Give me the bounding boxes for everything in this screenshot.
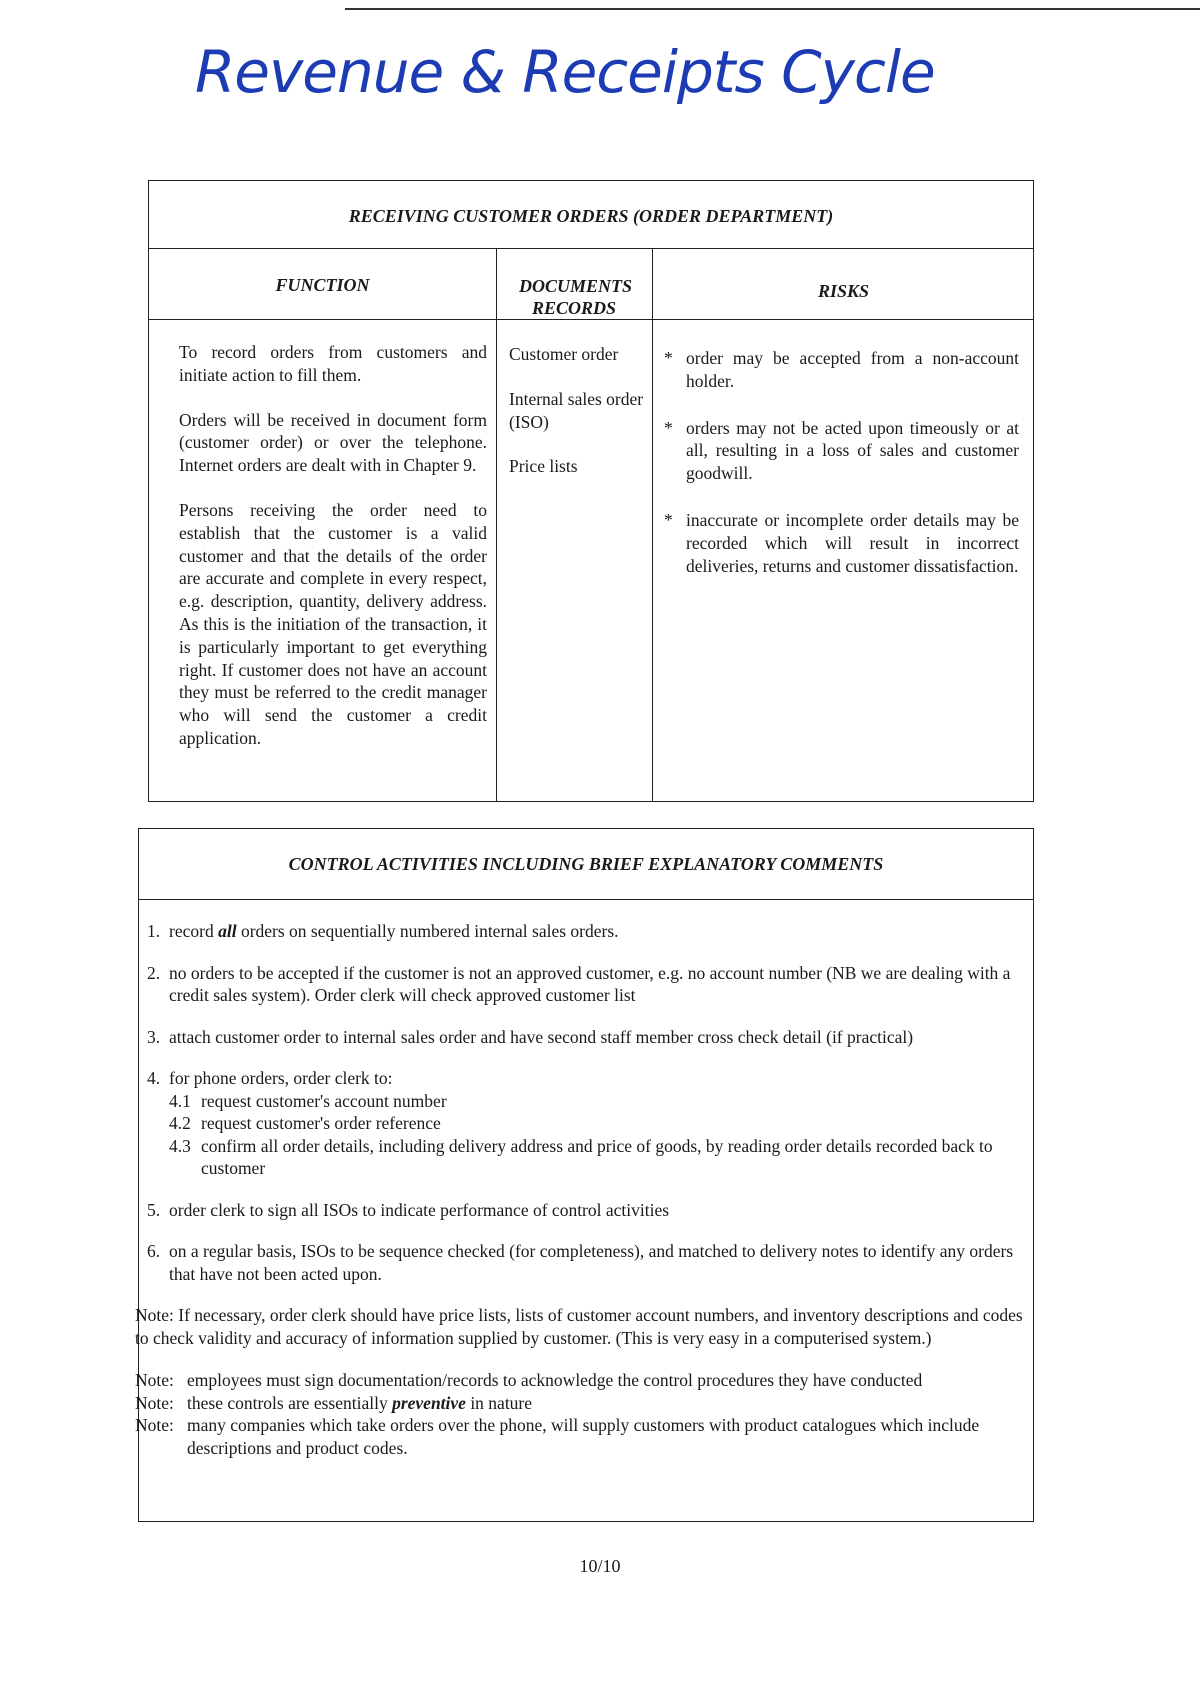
note-text-1: employees must sign documentation/records to acknowledge the control procedures they have conducted xyxy=(187,1370,923,1390)
control-item-3 xyxy=(135,1026,1030,1049)
control-item-5 xyxy=(135,1199,1030,1222)
page-number: 10/10 xyxy=(579,1556,621,1576)
risk-text-3: inaccurate or incomplete order details may be recorded which will result in incorrect deliveries, returns and customer dissatisfaction. xyxy=(686,509,1019,576)
control-number-5: 5. xyxy=(147,1199,161,1220)
control-text-1a: record xyxy=(169,921,219,941)
subitem-number-4-3: 4.3 xyxy=(169,1135,191,1156)
control-emphasis-all: all xyxy=(218,921,237,941)
function-paragraph-2: Orders will be received in document form (customer order) or over the telephone. Internet orders are dealt with in Chapter 9. xyxy=(179,409,487,476)
control-number-1: 1. xyxy=(147,921,161,941)
control-text-3: attach customer order to internal sales order and have second staff member cross check detail (if practical) xyxy=(169,1026,914,1047)
risk-text-1: order may be accepted from a non-account holder. xyxy=(686,348,1019,391)
note-emphasis-preventive: preventive xyxy=(392,1392,466,1413)
note-1 xyxy=(135,1369,1030,1392)
control-item-1 xyxy=(135,920,1030,943)
control-item-4 xyxy=(135,1067,1030,1180)
controls-list xyxy=(135,920,1030,1459)
subitem-number-4-2: 4.2 xyxy=(169,1113,191,1133)
note-text-2b: in nature xyxy=(465,1392,533,1413)
control-number-4: 4. xyxy=(147,1068,161,1088)
function-paragraph-3: Persons receiving the order need to establish that the customer is a valid customer and that the details of the order are accurate and complete in every respect, e.g. description, quantity, delivery address. As this is the initiation of the transaction, it is particularly important to get everything right. If customer does not have an account they must be referred to the credit manager who will send the customer a credit application. xyxy=(179,499,487,748)
risk-item-3 xyxy=(664,509,1019,577)
subitem-text-4-3: confirm all order details, including delivery address and price of goods, by reading order details recorded back to customer xyxy=(201,1135,993,1178)
function-paragraph-1: To record orders from customers and initiate action to fill them. xyxy=(179,342,487,385)
control-text-5: order clerk to sign all ISOs to indicate performance of control activities xyxy=(169,1199,670,1220)
note-label-3: Note: xyxy=(135,1415,174,1435)
note-text-3: many companies which take orders over the phone, will supply customers with product catalogues which include descriptions and product codes. xyxy=(187,1415,980,1458)
control-text-6: on a regular basis, ISOs to be sequence checked (for completeness), and matched to delivery notes to identify any orders that have not been acted upon. xyxy=(169,1241,1014,1284)
subitem-number-4-1: 4.1 xyxy=(169,1090,191,1111)
column-header-function: FUNCTION xyxy=(275,275,370,295)
controls-heading-divider xyxy=(139,899,1033,900)
heading-divider xyxy=(149,248,1033,249)
control-text-1b: orders on sequentially numbered internal sales orders. xyxy=(236,921,619,941)
control-text-2: no orders to be accepted if the customer is not an approved customer, e.g. no account number (NB we are dealing with a credit sales system). Order clerk will check approved customer list xyxy=(169,962,1011,1005)
control-subitem-4-3 xyxy=(169,1135,1030,1180)
controls-heading: CONTROL ACTIVITIES INCLUDING BRIEF EXPLANATORY COMMENTS xyxy=(288,854,884,874)
control-item-2 xyxy=(135,962,1030,1007)
risk-item-2 xyxy=(664,417,1019,485)
note-2 xyxy=(135,1392,1030,1415)
risks-list xyxy=(664,347,1019,601)
document-item-2: Internal sales order (ISO) xyxy=(509,388,644,432)
column-header-divider xyxy=(149,319,1033,320)
control-subitem-4-2 xyxy=(169,1112,1030,1135)
risk-text-2: orders may not be acted upon timeously or at all, resulting in a loss of sales and customer goodwill. xyxy=(686,417,1019,484)
note-label-1: Note: xyxy=(135,1370,174,1390)
note-3 xyxy=(135,1414,1030,1459)
note-label-2: Note: xyxy=(135,1392,174,1413)
column-header-documents: DOCUMENTS RECORDS xyxy=(519,276,633,318)
column-divider-1 xyxy=(496,248,497,801)
column-divider-2 xyxy=(652,248,653,801)
handwritten-title: Revenue & Receipts Cycle xyxy=(195,38,935,106)
risk-item-1 xyxy=(664,347,1019,393)
note-main: Note: If necessary, order clerk should have price lists, lists of customer account numbers, and inventory descriptions and codes to check validity and accuracy of information supplied by customer. (This is very easy in a computerised system.) xyxy=(135,1305,1023,1348)
control-number-6: 6. xyxy=(147,1241,161,1261)
note-text-2a: these controls are essentially xyxy=(187,1392,393,1413)
control-subitem-4-1 xyxy=(169,1090,1030,1113)
risk-bullet: * xyxy=(664,417,673,438)
column-header-risks: RISKS xyxy=(817,281,870,301)
documents-list xyxy=(509,343,644,500)
subitem-text-4-2: request customer's order reference xyxy=(201,1113,441,1133)
function-text xyxy=(179,341,487,772)
risk-bullet: * xyxy=(664,509,673,530)
document-item-1: Customer order xyxy=(509,344,619,364)
orders-table-heading: RECEIVING CUSTOMER ORDERS (ORDER DEPARTMENT) xyxy=(348,206,834,226)
control-text-4: for phone orders, order clerk to: xyxy=(169,1068,393,1088)
top-rule xyxy=(345,8,1200,10)
control-item-6 xyxy=(135,1240,1030,1285)
control-number-3: 3. xyxy=(147,1026,161,1047)
document-item-3: Price lists xyxy=(509,456,578,477)
control-number-2: 2. xyxy=(147,962,161,983)
risk-bullet: * xyxy=(664,348,673,368)
orders-table xyxy=(148,180,1034,802)
subitem-text-4-1: request customer's account number xyxy=(201,1090,447,1111)
